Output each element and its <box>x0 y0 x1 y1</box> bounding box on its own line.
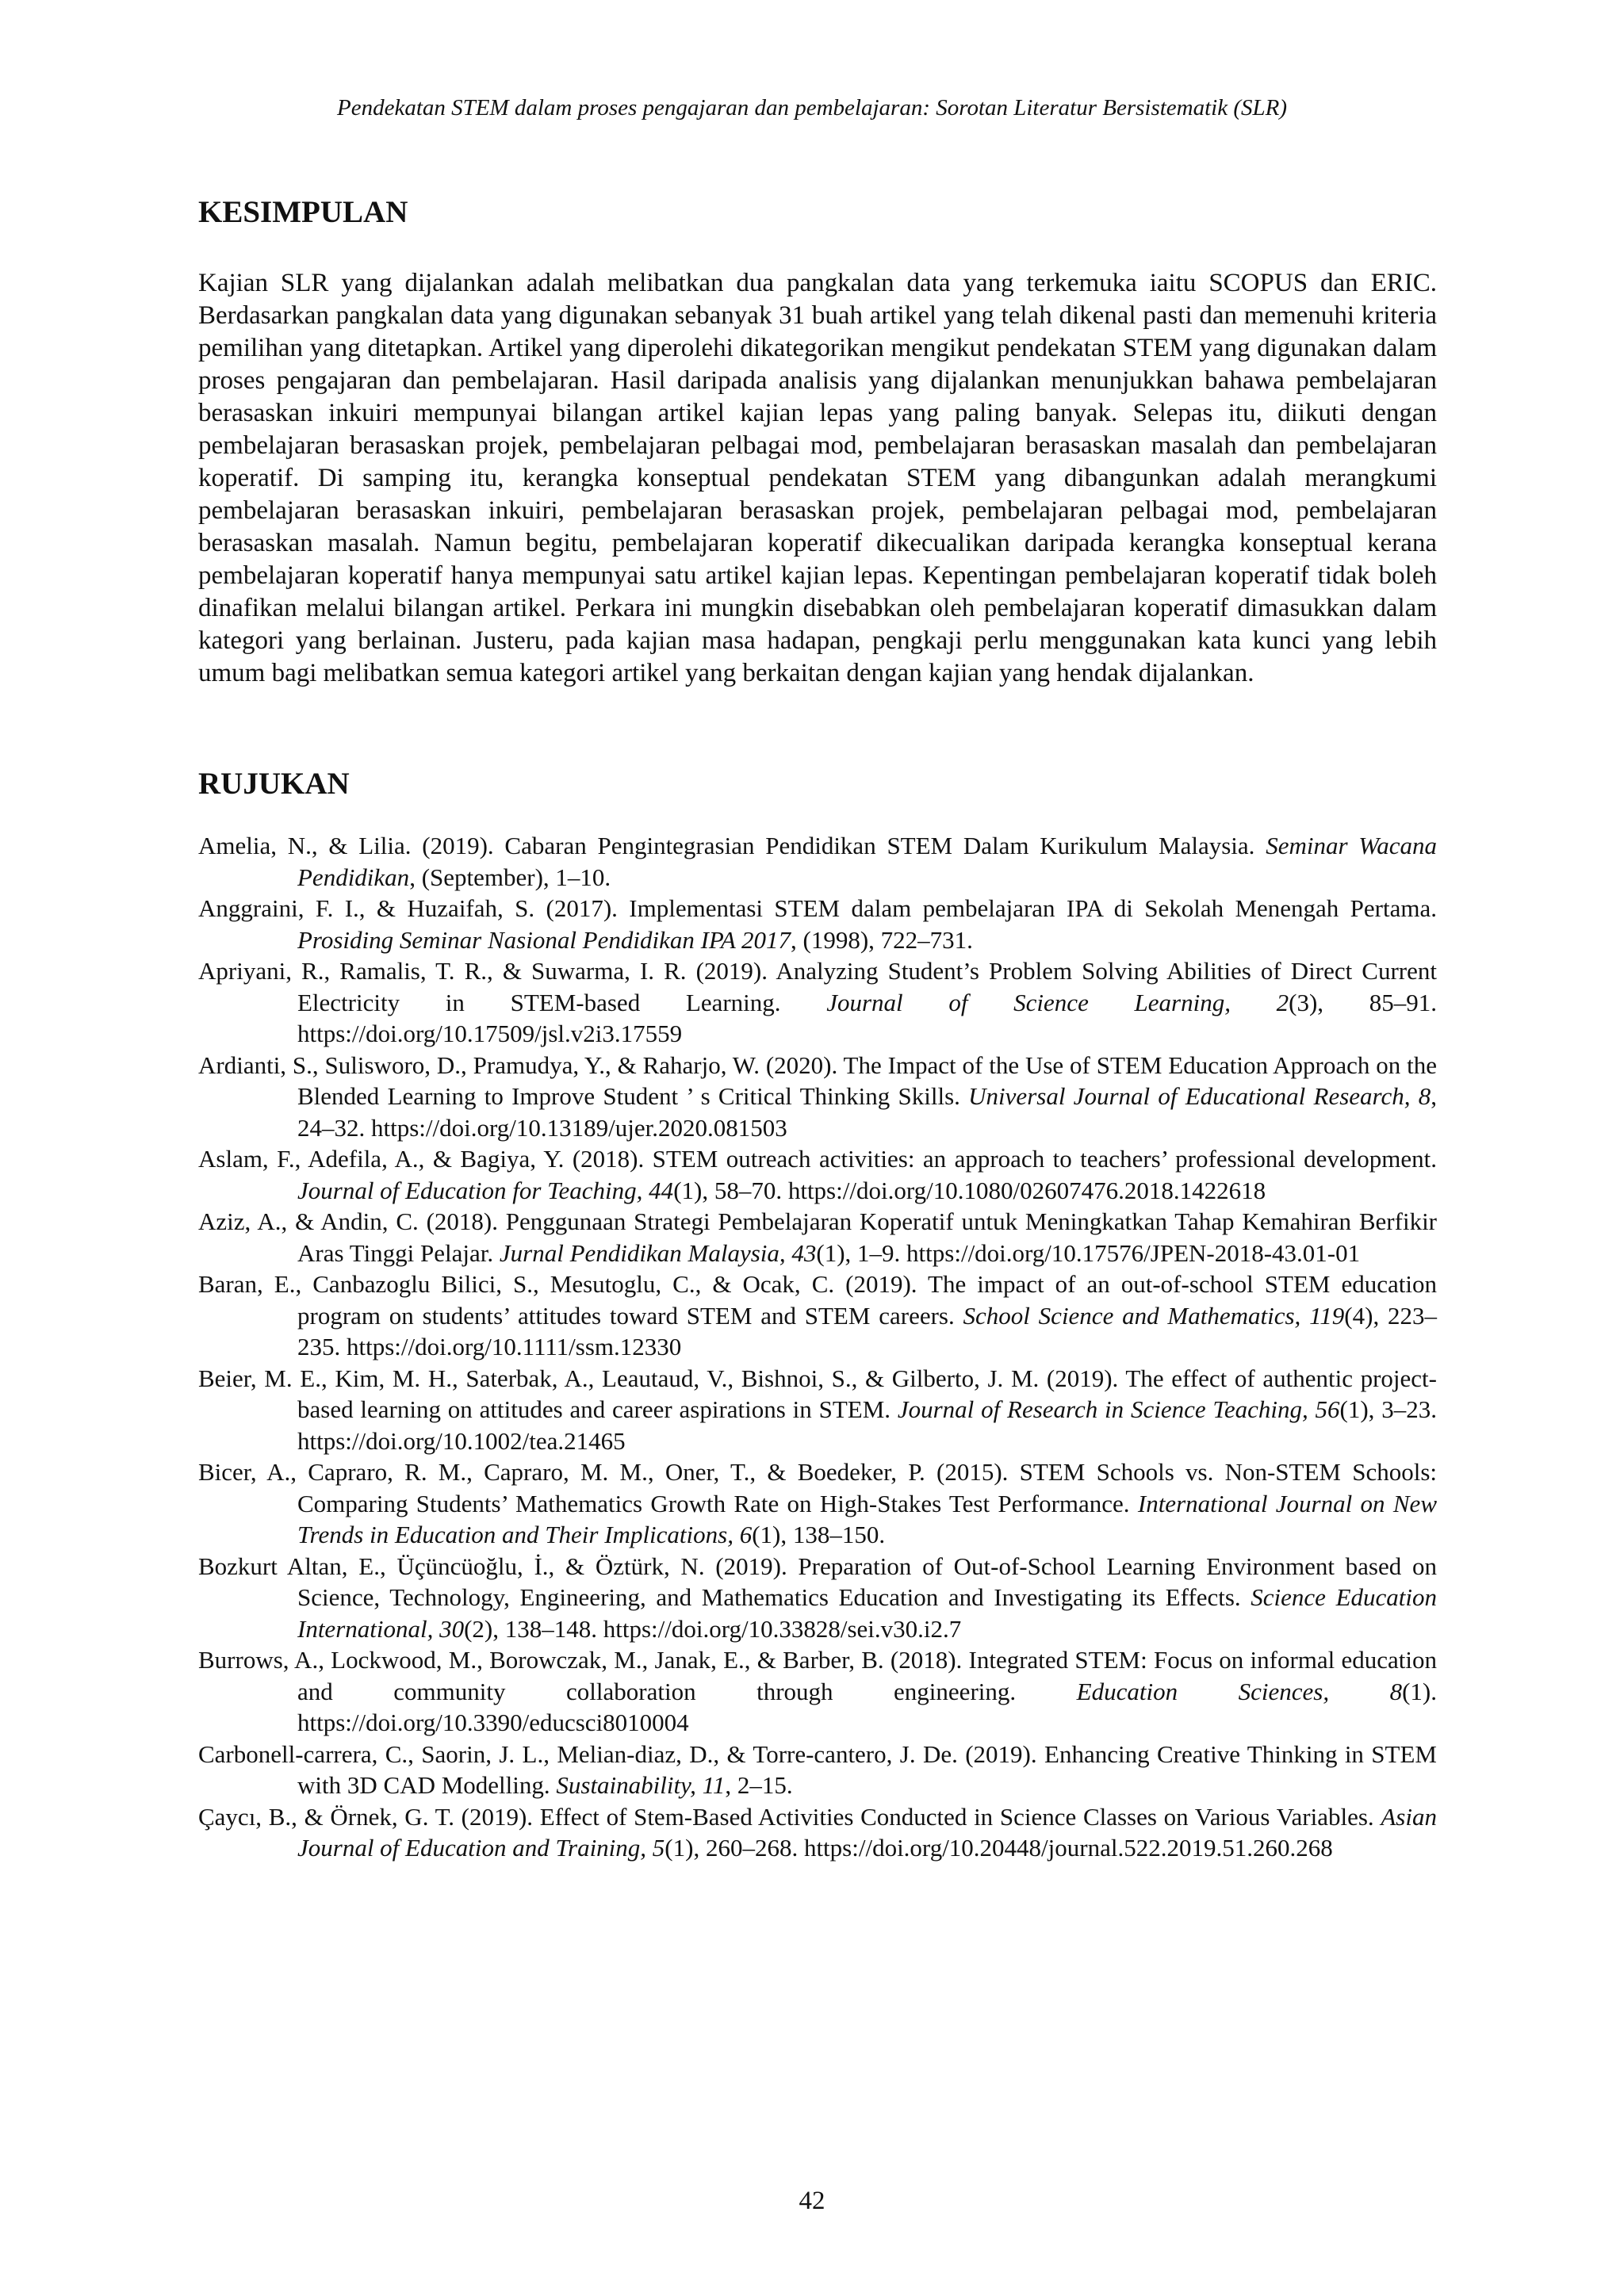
reference-details: (1), 138–150. <box>752 1521 886 1548</box>
reference-entry <box>198 1739 1437 1801</box>
reference-entry <box>198 955 1437 1050</box>
reference-source: Asian Journal of Education and Training, 5 <box>297 1802 1437 1862</box>
reference-source: Jurnal Pendidikan Malaysia, 43 <box>499 1238 817 1267</box>
reference-details: , (1998), 722–731. <box>791 925 973 954</box>
reference-text: Çaycı, B., & Örnek, G. T. (2019). Effect of Stem-Based Activities Conducted in Science Classes on Various Variables. <box>198 1802 1381 1831</box>
reference-source: Journal of Research in Science Teaching, 56 <box>897 1395 1340 1423</box>
reference-list <box>198 830 1437 1864</box>
reference-details: , (September), 1–10. <box>409 863 611 891</box>
reference-text: Burrows, A., Lockwood, M., Borowczak, M., Janak, E., & Barber, B. (2018). Integrated STEM: Focus on informal education and community collaboration through engineering. <box>198 1646 1437 1705</box>
reference-text: Ardianti, S., Sulisworo, D., Pramudya, Y., & Raharjo, W. (2020). The Impact of the Use of STEM Education Approach on the Blended Learning to Improve Student ’ s Critical Thinking Skills. <box>198 1050 1437 1110</box>
reference-text: Aslam, F., Adefila, A., & Bagiya, Y. (2018). STEM outreach activities: an approach to teachers’ professional development. <box>198 1145 1437 1173</box>
reference-text: Baran, E., Canbazoglu Bilici, S., Mesutoglu, C., & Ocak, C. (2019). The impact of an out-of-school STEM education program on students’ attitudes toward STEM and STEM careers. <box>198 1270 1437 1330</box>
reference-entry <box>198 1050 1437 1144</box>
reference-source: Universal Journal of Educational Research, 8 <box>968 1082 1431 1110</box>
reference-text: Aziz, A., & Andin, C. (2018). Penggunaan Strategi Pembelajaran Koperatif untuk Meningkatkan Tahap Kemahiran Berfikir Aras Tinggi Pelajar. <box>198 1207 1437 1267</box>
reference-details: (1), 3–23. https://doi.org/10.1002/tea.21465 <box>297 1395 1437 1455</box>
section-heading-kesimpulan: KESIMPULAN <box>198 195 408 229</box>
reference-details: , 2–15. <box>725 1771 793 1799</box>
reference-entry <box>198 1143 1437 1206</box>
reference-details: (1), 58–70. https://doi.org/10.1080/02607476.2018.1422618 <box>673 1176 1266 1204</box>
reference-entry <box>198 893 1437 955</box>
reference-details: (3), 85–91. https://doi.org/10.17509/jsl.v2i3.17559 <box>297 988 1437 1047</box>
reference-source: Journal of Science Learning, 2 <box>826 988 1289 1016</box>
reference-source: Education Sciences, 8 <box>1076 1677 1403 1705</box>
reference-details: (2), 138–148. https://doi.org/10.33828/sei.v30.i2.7 <box>464 1614 962 1643</box>
reference-source: Seminar Wacana Pendidikan <box>297 832 1437 891</box>
reference-source: Journal of Education for Teaching, 44 <box>297 1176 674 1204</box>
kesimpulan-paragraph: Kajian SLR yang dijalankan adalah melibatkan dua pangkalan data yang terkemuka iaitu SCOPUS dan ERIC. Berdasarkan pangkalan data yang digunakan sebanyak 31 buah artikel yang telah dikenal pasti dan memenuhi kriteria pemilihan yang ditetapkan. Artikel yang diperolehi dikategorikan mengikut pendekatan STEM yang digunakan dalam proses pengajaran dan pembelajaran. Hasil daripada analisis yang dijalankan menunjukkan bahawa pembelajaran berasaskan inkuiri mempunyai bilangan artikel kajian lepas yang paling banyak. Selepas itu, diikuti dengan pembelajaran berasaskan projek, pembelajaran pelbagai mod, pembelajaran berasaskan masalah dan pembelajaran koperatif. Di samping itu, kerangka konseptual pendekatan STEM yang dibangunkan adalah merangkumi pembelajaran berasaskan inkuiri, pembelajaran berasaskan projek, pembelajaran pelbagai mod, pembelajaran berasaskan masalah. Namun begitu, pembelajaran koperatif dikecualikan daripada kerangka konseptual kerana pembelajaran koperatif hanya mempunyai satu artikel kajian lepas. Kepentingan pembelajaran koperatif tidak boleh dinafikan melalui bilangan artikel. Perkara ini mungkin disebabkan oleh pembelajaran koperatif dimasukkan dalam kategori yang berlainan. Justeru, pada kajian masa hadapan, pengkaji perlu menggunakan kata kunci yang lebih umum bagi melibatkan semua kategori artikel yang berkaitan dengan kajian yang hendak dijalankan. <box>198 269 1437 687</box>
reference-text: Apriyani, R., Ramalis, T. R., & Suwarma, I. R. (2019). Analyzing Student’s Problem Solving Abilities of Direct Current Electricity in STEM-based Learning. <box>198 957 1437 1016</box>
reference-entry <box>198 1551 1437 1645</box>
reference-entry <box>198 830 1437 893</box>
reference-details: (1), 260–268. https://doi.org/10.20448/journal.522.2019.51.260.268 <box>665 1834 1333 1862</box>
main-content <box>198 194 1437 1864</box>
reference-entry <box>198 1269 1437 1363</box>
reference-entry <box>198 1801 1437 1864</box>
reference-entry <box>198 1363 1437 1457</box>
section-heading-rujukan: RUJUKAN <box>198 767 350 801</box>
reference-entry <box>198 1644 1437 1739</box>
reference-source: Science Education International, 30 <box>297 1583 1437 1643</box>
reference-text: Anggraini, F. I., & Huzaifah, S. (2017). Implementasi STEM dalam pembelajaran IPA di Sekolah Menengah Pertama. <box>198 894 1437 922</box>
reference-details: (1), 1–9. https://doi.org/10.17576/JPEN-2018-43.01-01 <box>816 1238 1361 1267</box>
reference-source: School Science and Mathematics, 119 <box>963 1301 1345 1330</box>
reference-text: Carbonell-carrera, C., Saorin, J. L., Melian-diaz, D., & Torre-cantero, J. De. (2019). Enhancing Creative Thinking in STEM with 3D CAD Modelling. <box>198 1739 1437 1799</box>
reference-text: Bozkurt Altan, E., Üçüncüoğlu, İ., & Öztürk, N. (2019). Preparation of Out-of-School Learning Environment based on Science, Technology, Engineering, and Mathematics Education and Investigating its Effects. <box>198 1552 1437 1611</box>
page-number: 42 <box>799 2187 825 2215</box>
reference-text: Bicer, A., Capraro, R. M., Capraro, M. M., Oner, T., & Boedeker, P. (2015). STEM Schools vs. Non-STEM Schools: Comparing Students’ Mathematics Growth Rate on High-Stakes Test Performance. <box>198 1458 1437 1517</box>
running-header: Pendekatan STEM dalam proses pengajaran dan pembelajaran: Sorotan Literatur Bersistematik (SLR) <box>336 95 1288 121</box>
reference-details: (4), 223–235. https://doi.org/10.1111/ssm.12330 <box>297 1301 1437 1360</box>
reference-entry <box>198 1456 1437 1551</box>
reference-text: Beier, M. E., Kim, M. H., Saterbak, A., Leautaud, V., Bishnoi, S., & Gilberto, J. M. (2019). The effect of authentic project-based learning on attitudes and career aspirations in STEM. <box>198 1364 1437 1423</box>
reference-details: , 24–32. https://doi.org/10.13189/ujer.2020.081503 <box>297 1082 1437 1142</box>
reference-source: Sustainability, 11 <box>556 1771 726 1799</box>
reference-details: (1). https://doi.org/10.3390/educsci8010004 <box>297 1677 1437 1736</box>
reference-source: International Journal on New Trends in Education and Their Implications, 6 <box>297 1489 1437 1548</box>
reference-text: Amelia, N., & Lilia. (2019). Cabaran Pengintegrasian Pendidikan STEM Dalam Kurikulum Malaysia. <box>198 832 1266 859</box>
reference-source: Prosiding Seminar Nasional Pendidikan IPA 2017 <box>297 925 791 954</box>
reference-entry <box>198 1206 1437 1269</box>
